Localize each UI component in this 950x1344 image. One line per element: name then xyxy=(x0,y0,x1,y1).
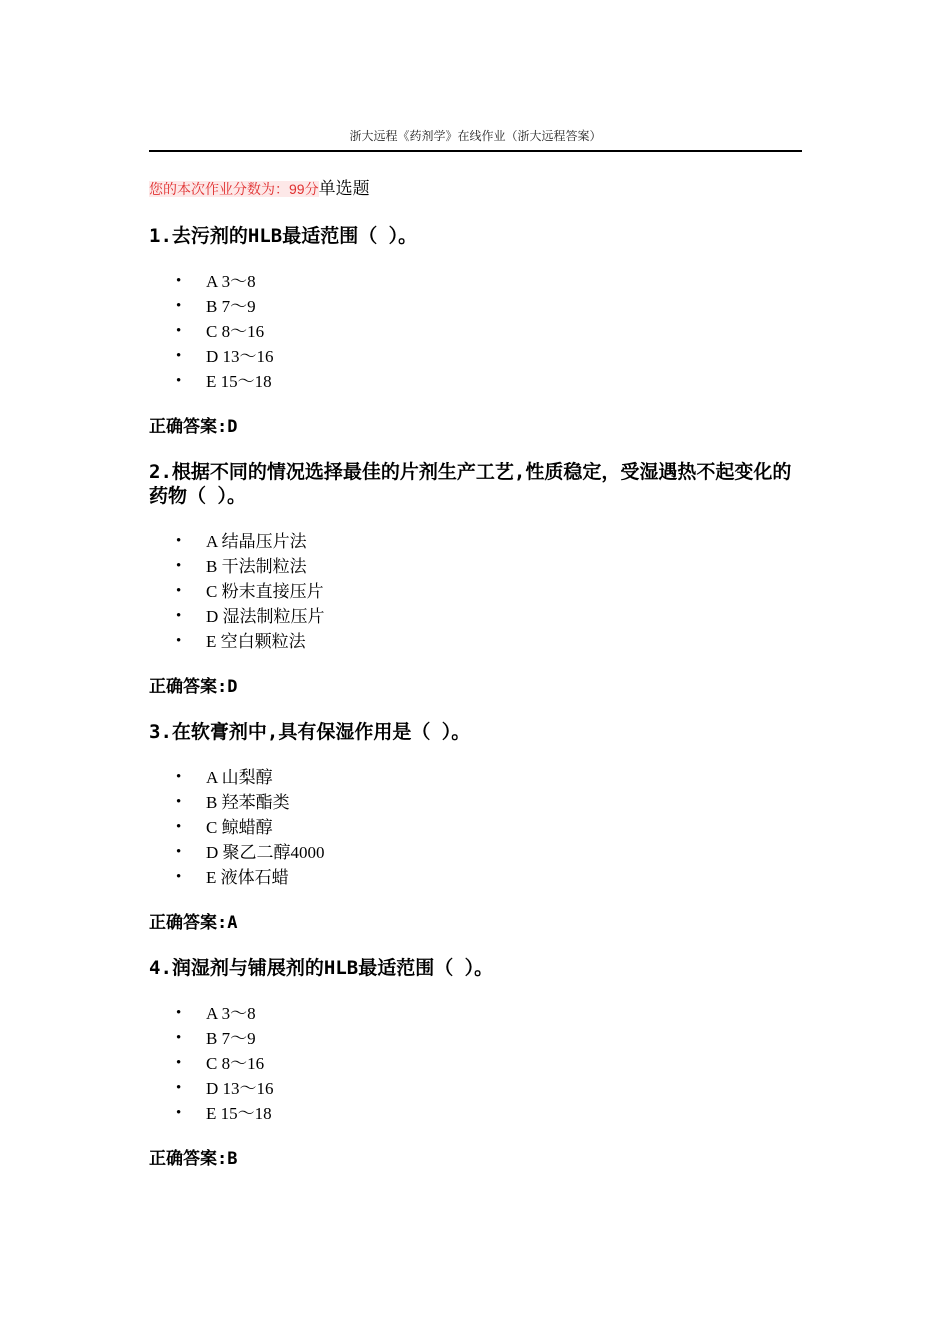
option-text: E 15～18 xyxy=(206,1104,272,1123)
option-text: D 聚乙二醇4000 xyxy=(206,843,325,862)
bullet-icon: • xyxy=(176,298,182,314)
option-text: C 鲸蜡醇 xyxy=(206,818,273,837)
option-text: B 羟苯酯类 xyxy=(206,793,290,812)
option-text: D 湿法制粒压片 xyxy=(206,607,325,626)
bullet-icon: • xyxy=(176,769,182,785)
option-text: B 干法制粒法 xyxy=(206,557,307,576)
bullet-icon: • xyxy=(176,608,182,624)
bullet-icon: • xyxy=(176,819,182,835)
bullet-icon: • xyxy=(176,373,182,389)
bullet-icon: • xyxy=(176,1030,182,1046)
option-item xyxy=(149,1051,802,1076)
option-text: D 13～16 xyxy=(206,347,274,366)
bullet-icon: • xyxy=(176,323,182,339)
bullet-icon: • xyxy=(176,1055,182,1071)
question-list xyxy=(149,224,802,1170)
option-item xyxy=(149,1026,802,1051)
question-4 xyxy=(149,956,802,1170)
score-line xyxy=(149,178,370,200)
option-item xyxy=(149,790,802,815)
question-title: 1.去污剂的HLB最适范围（ ）。 xyxy=(149,225,418,247)
bullet-icon: • xyxy=(176,1105,182,1121)
option-item xyxy=(149,554,802,579)
option-text: A 山梨醇 xyxy=(206,768,273,787)
document-header-title: 浙大远程《药剂学》在线作业（浙大远程答案） xyxy=(349,129,602,143)
question-title: 4.润湿剂与铺展剂的HLB最适范围（ ）。 xyxy=(149,957,494,979)
bullet-icon: • xyxy=(176,844,182,860)
option-text: B 7～9 xyxy=(206,1029,256,1048)
question-3 xyxy=(149,720,802,934)
option-item xyxy=(149,865,802,890)
option-text: A 结晶压片法 xyxy=(206,532,307,551)
bullet-icon: • xyxy=(176,583,182,599)
option-text: C 8～16 xyxy=(206,1054,265,1073)
option-item xyxy=(149,1101,802,1126)
option-item xyxy=(149,840,802,865)
question-title: 3.在软膏剂中,具有保湿作用是（ ）。 xyxy=(149,721,471,743)
option-item xyxy=(149,815,802,840)
option-item xyxy=(149,529,802,554)
option-list xyxy=(149,529,802,654)
option-text: A 3～8 xyxy=(206,272,256,291)
option-item xyxy=(149,294,802,319)
bullet-icon: • xyxy=(176,794,182,810)
option-text: E 液体石蜡 xyxy=(206,868,289,887)
correct-answer: 正确答案:B xyxy=(149,1149,238,1169)
option-text: E 15～18 xyxy=(206,372,272,391)
option-item xyxy=(149,319,802,344)
option-text: C 粉末直接压片 xyxy=(206,582,324,601)
bullet-icon: • xyxy=(176,1005,182,1021)
correct-answer: 正确答案:A xyxy=(149,913,238,933)
option-text: B 7～9 xyxy=(206,297,256,316)
option-list xyxy=(149,765,802,890)
bullet-icon: • xyxy=(176,558,182,574)
bullet-icon: • xyxy=(176,348,182,364)
option-text: A 3～8 xyxy=(206,1004,256,1023)
option-list xyxy=(149,1001,802,1126)
correct-answer: 正确答案:D xyxy=(149,677,238,697)
option-list xyxy=(149,269,802,394)
question-title: 2.根据不同的情况选择最佳的片剂生产工艺,性质稳定，受湿遇热不起变化的药物（ ）。 xyxy=(149,461,792,507)
correct-answer: 正确答案:D xyxy=(149,417,238,437)
bullet-icon: • xyxy=(176,273,182,289)
option-item xyxy=(149,579,802,604)
section-label: 单选题 xyxy=(318,179,370,199)
option-item xyxy=(149,765,802,790)
option-item xyxy=(149,629,802,654)
option-text: E 空白颗粒法 xyxy=(206,632,306,651)
bullet-icon: • xyxy=(176,869,182,885)
option-item xyxy=(149,1001,802,1026)
option-item xyxy=(149,604,802,629)
score-text: 您的本次作业分数为：99分 xyxy=(149,181,319,197)
header-divider xyxy=(149,150,802,152)
option-item xyxy=(149,269,802,294)
option-text: C 8～16 xyxy=(206,322,265,341)
bullet-icon: • xyxy=(176,1080,182,1096)
bullet-icon: • xyxy=(176,533,182,549)
bullet-icon: • xyxy=(176,633,182,649)
option-item xyxy=(149,369,802,394)
option-item xyxy=(149,1076,802,1101)
option-text: D 13～16 xyxy=(206,1079,274,1098)
question-1 xyxy=(149,224,802,438)
question-2 xyxy=(149,460,802,698)
option-item xyxy=(149,344,802,369)
